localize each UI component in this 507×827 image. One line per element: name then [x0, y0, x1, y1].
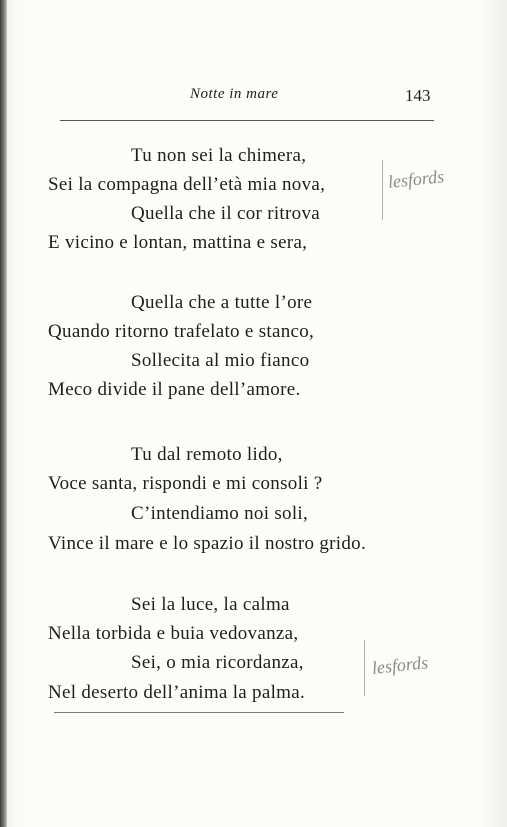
- header-rule: [60, 120, 434, 121]
- poem-line: Quando ritorno trafelato e stanco,: [48, 321, 315, 342]
- poem-line: Sei la compagna dell’età mia nova,: [48, 174, 326, 195]
- poem-line: Nel deserto dell’anima la palma.: [48, 682, 306, 703]
- poem-line: Meco divide il pane dell’amore.: [48, 379, 301, 400]
- poem-line: Quella che a tutte l’ore: [131, 292, 313, 313]
- pencil-annotation: lesfords: [370, 652, 430, 678]
- footer-rule: [54, 712, 344, 713]
- poem-line: Sollecita al mio fianco: [131, 350, 310, 371]
- poem-line: Vince il mare e lo spazio il nostro grido.: [48, 533, 367, 554]
- page-number: 143: [405, 86, 431, 105]
- poem-line: E vicino e lontan, mattina e sera,: [48, 232, 308, 253]
- poem-line: Voce santa, rispondi e mi consoli ?: [48, 473, 323, 494]
- poem-line: Tu non sei la chimera,: [131, 145, 307, 166]
- poem-line: Nella torbida e buia vedovanza,: [48, 623, 299, 644]
- poem-line: Sei, o mia ricordanza,: [131, 652, 304, 673]
- poem-line: Sei la luce, la calma: [131, 594, 290, 615]
- running-title: Notte in mare: [190, 86, 279, 102]
- pencil-annotation: lesfords: [386, 166, 446, 192]
- pencil-margin-mark: [364, 640, 365, 696]
- poem-line: C’intendiamo noi soli,: [131, 503, 309, 524]
- poem-line: Tu dal remoto lido,: [131, 444, 283, 465]
- poem-line: Quella che il cor ritrova: [131, 203, 320, 224]
- page-spine-edge: [0, 0, 7, 827]
- pencil-margin-mark: [382, 160, 383, 220]
